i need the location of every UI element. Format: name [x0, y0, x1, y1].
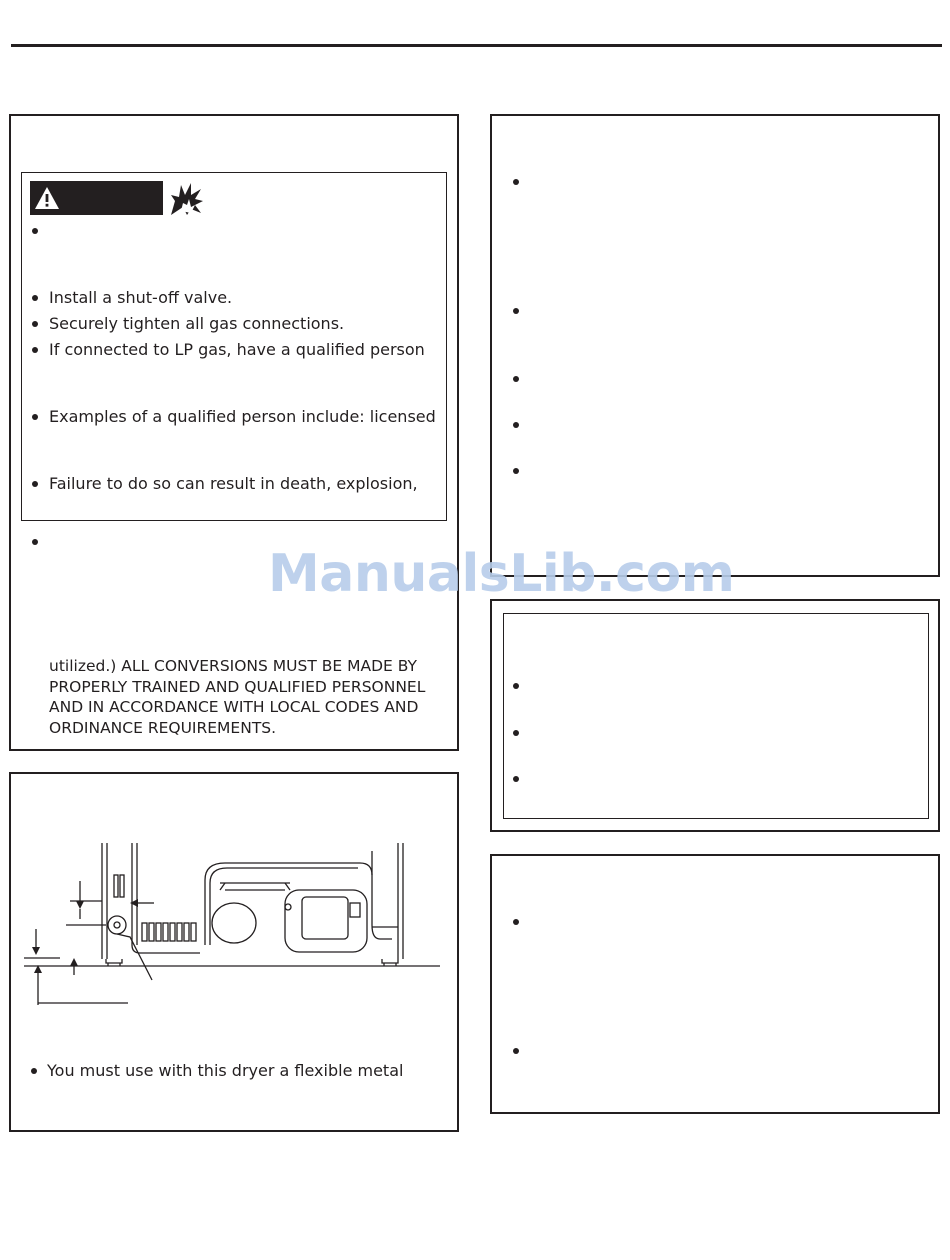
flexible-connector-note: You must use with this dryer a flexible metal — [47, 1061, 404, 1080]
warning-item-failure: Failure to do so can result in death, explosion, — [49, 474, 418, 493]
warning-item-shutoff: Install a shut-off valve. — [49, 288, 233, 307]
warning-item-lp-gas: If connected to LP gas, have a qualified person — [49, 340, 425, 359]
watermark: ManualsLib.com — [268, 544, 735, 604]
conversion-line-3: AND IN ACCORDANCE WITH LOCAL CODES AND — [49, 698, 419, 716]
bullet — [32, 228, 38, 234]
bullet — [513, 776, 519, 782]
bullet — [513, 683, 519, 689]
bullet — [513, 179, 519, 185]
bullet — [31, 1068, 37, 1074]
requirements-panel — [490, 854, 940, 1114]
warning-triangle-icon — [34, 186, 60, 210]
bullet — [32, 481, 38, 487]
bullet — [32, 295, 38, 301]
bullet — [513, 730, 519, 736]
bullet — [32, 539, 38, 545]
warning-item-qualified: Examples of a qualified person include: licensed — [49, 407, 436, 426]
bullet — [513, 468, 519, 474]
bullet — [32, 414, 38, 420]
bullet — [513, 308, 519, 314]
warning-item-connections: Securely tighten all gas connections. — [49, 314, 345, 333]
conversion-line-1: utilized.) ALL CONVERSIONS MUST BE MADE BY — [49, 657, 417, 675]
bullet — [32, 321, 38, 327]
caution-inner-box — [503, 613, 929, 819]
bullet — [32, 347, 38, 353]
explosion-icon — [169, 181, 205, 217]
conversion-line-4: ORDINANCE REQUIREMENTS. — [49, 719, 277, 737]
bullet — [513, 422, 519, 428]
bullet — [513, 919, 519, 925]
connection-info-panel — [490, 114, 940, 577]
dryer-rear-diagram — [20, 835, 450, 1005]
conversion-line-2: PROPERLY TRAINED AND QUALIFIED PERSONNEL — [49, 678, 426, 696]
bullet — [513, 1048, 519, 1054]
warning-banner — [30, 181, 163, 215]
top-rule — [11, 44, 942, 47]
bullet — [513, 376, 519, 382]
